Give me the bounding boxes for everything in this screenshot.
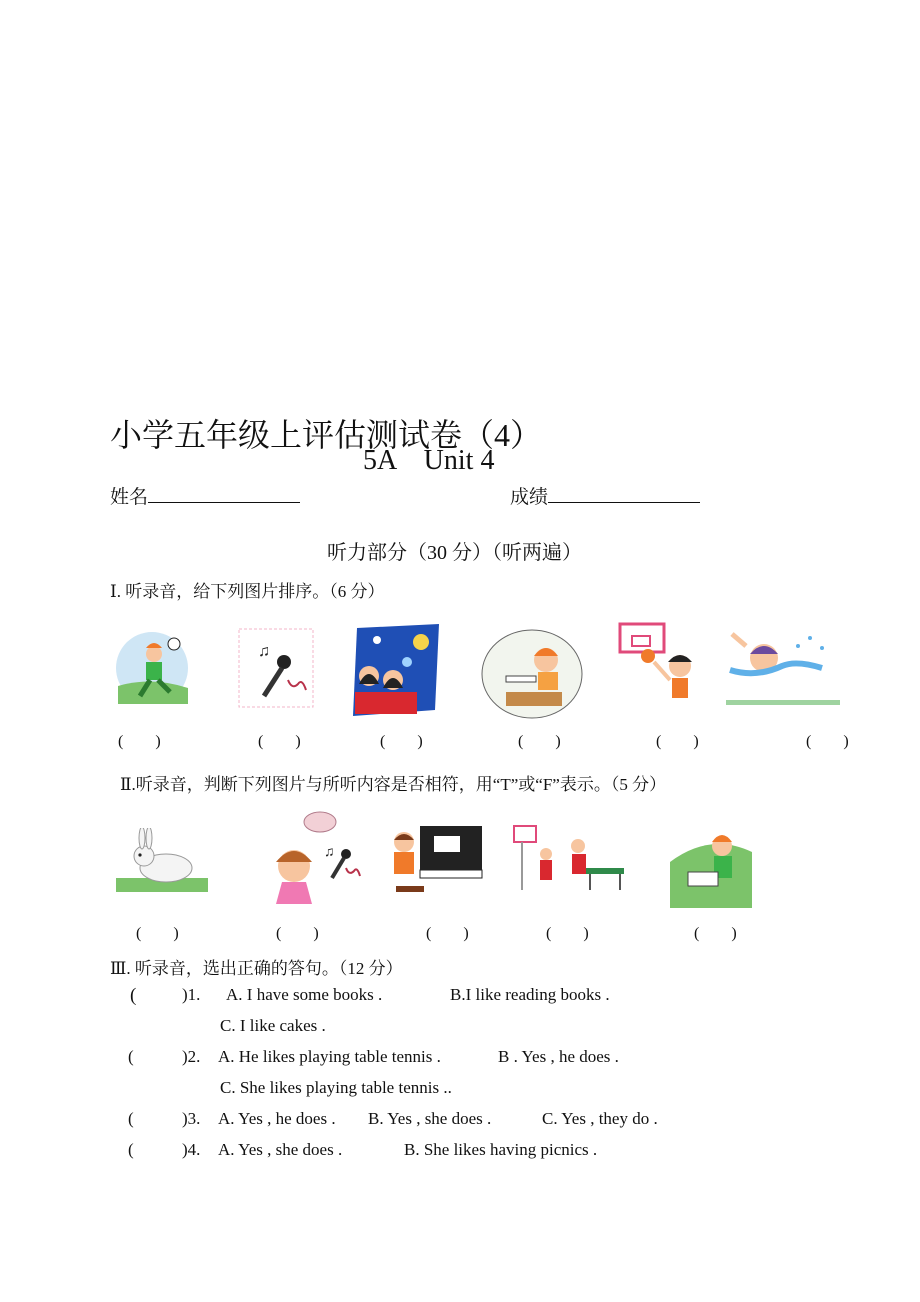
option-a: A. Yes , she does .	[218, 1140, 343, 1159]
option-b: B. She likes having picnics .	[404, 1140, 598, 1159]
part3-instruction: Ⅲ. 听录音，选出正确的答句。（12 分）	[110, 959, 403, 978]
option-c: C. I like cakes .	[220, 1016, 326, 1035]
svg-text:♫: ♫	[324, 845, 335, 860]
answer-blank[interactable]: ( )	[136, 925, 179, 942]
answer-blank[interactable]: ( )	[806, 733, 849, 750]
name-blank[interactable]	[148, 484, 300, 503]
question-number: )4.	[182, 1140, 201, 1159]
question-number: )1.	[182, 985, 201, 1004]
answer-blank[interactable]: ( )	[258, 733, 301, 750]
football-player-picture	[112, 626, 194, 708]
name-field[interactable]	[110, 482, 300, 509]
answer-blank[interactable]: ( )	[518, 733, 561, 750]
option-c: C. She likes playing table tennis ..	[220, 1078, 452, 1097]
answer-paren-open[interactable]: (	[128, 1140, 134, 1159]
basketball-table-tennis-picture	[510, 824, 626, 894]
answer-blank[interactable]: ( )	[276, 925, 319, 942]
name-label: 姓名	[110, 487, 149, 508]
listening-section-title: 听力部分（30 分）（听两遍）	[327, 542, 582, 564]
svg-text:♫: ♫	[258, 643, 270, 660]
score-blank[interactable]	[548, 484, 700, 503]
question-number: )2.	[182, 1047, 201, 1066]
option-b: B. Yes , she does .	[368, 1109, 492, 1128]
answer-blank[interactable]: ( )	[426, 925, 469, 942]
option-a: A. He likes playing table tennis .	[218, 1047, 441, 1066]
option-a: A. I have some books .	[226, 985, 383, 1004]
space-movie-picture	[349, 622, 443, 718]
singing-microphone-picture	[238, 628, 314, 708]
answer-blank[interactable]: ( )	[380, 733, 423, 750]
answer-paren-open[interactable]: (	[128, 1109, 134, 1128]
rabbit-picture	[116, 828, 208, 892]
score-field[interactable]	[510, 482, 700, 509]
option-a: A. Yes , he does .	[218, 1109, 336, 1128]
option-b: B.I like reading books .	[450, 985, 610, 1004]
answer-blank[interactable]: ( )	[546, 925, 589, 942]
answer-paren-open[interactable]: (	[130, 985, 137, 1006]
girl-singing-picture	[266, 804, 366, 914]
answer-blank[interactable]: ( )	[694, 925, 737, 942]
swimming-boy-picture	[726, 626, 840, 706]
basketball-boy-picture	[618, 622, 702, 704]
answer-blank[interactable]: ( )	[118, 733, 161, 750]
unit-subtitle: 5A Unit 4	[363, 445, 495, 476]
score-label: 成绩	[510, 487, 549, 508]
option-b: B . Yes , he does .	[498, 1047, 619, 1066]
answer-blank[interactable]: ( )	[656, 733, 699, 750]
part2-instruction: Ⅱ.听录音，判断下列图片与所听内容是否相符，用“T”或“F”表示。（5 分）	[120, 775, 667, 794]
page-title: 小学五年级上评估测试卷（4）	[110, 417, 543, 453]
answer-paren-open[interactable]: (	[128, 1047, 134, 1066]
picnic-boy-picture	[670, 822, 752, 908]
option-c: C. Yes , they do .	[542, 1109, 658, 1128]
question-number: )3.	[182, 1109, 201, 1128]
part1-instruction: Ⅰ. 听录音，给下列图片排序。（6 分）	[110, 582, 385, 601]
boy-playing-piano-picture	[476, 626, 586, 722]
girl-playing-piano-picture	[380, 826, 484, 902]
